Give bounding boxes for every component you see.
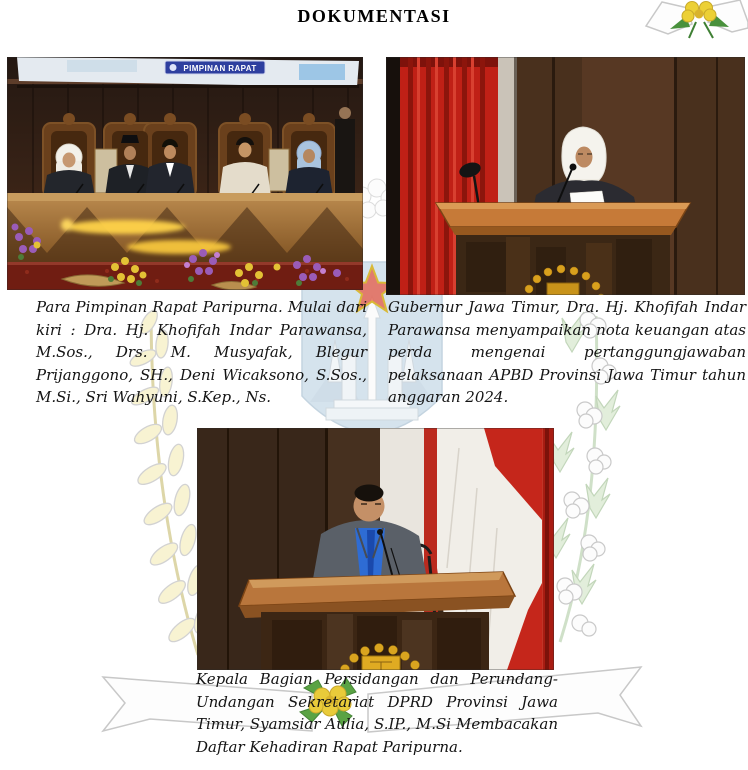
caption-pimpinan-rapat: Para Pimpinan Rapat Paripurna. Mulai dari kiri : Dra. Hj. Khofifah Indar Parawansa, M.Sos., Drs. M. Musyafak, Blegur Prijanggono, SH., Deni Wicaksono, S.Sos., M.Si., Sri Wahyuni, S.Kep., Ns. [36, 298, 367, 407]
caption-gubernur: Gubernur Jawa Timur, Dra. Hj. Khofifah Indar Parawansa menyampaikan nota keuangan atas perda mengenai pertanggungjawaban pelaksanaan APBD Provinsi Jawa Timur tahun anggaran 2024. [388, 298, 746, 407]
standing-aide [335, 107, 355, 197]
wooden-podium [436, 203, 690, 295]
page-title: DOKUMENTASI [297, 6, 451, 26]
dais-desk [7, 193, 363, 265]
photo-pimpinan-rapat [7, 57, 363, 290]
caption-kabag: Kepala Bagian Persidangan dan Perundang-Undangan Sekretariat DPRD Provinsi Jawa Timur, Syamsiar Aulia, S.IP., M.Si Membacakan Daftar Kehadiran Rapat Paripurna. [196, 670, 558, 756]
pimpinan-rapat-sign [165, 61, 265, 74]
photo-gubernur-podium [386, 57, 745, 295]
wooden-podium [239, 572, 515, 670]
photo-kabag-podium [197, 428, 554, 670]
pimpinan-rapat-sign-label: PIMPINAN RAPAT [183, 64, 257, 73]
